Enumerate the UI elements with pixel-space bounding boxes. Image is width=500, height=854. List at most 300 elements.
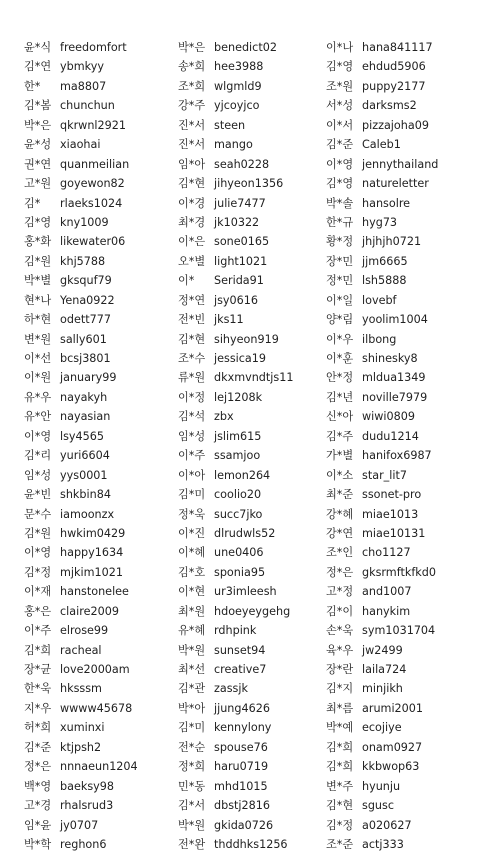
user-id: lemon264 [214,468,271,482]
user-id: bcsj3801 [60,352,111,365]
list-item [326,194,438,213]
list-item [326,524,438,543]
masked-name: 유*우 [24,390,52,404]
list-item [178,349,293,368]
user-id: love2000am [60,663,130,676]
user-id: lovebf [362,293,397,307]
masked-name: 김*영 [24,215,52,229]
user-id: wiwi0809 [362,410,415,424]
name-column-3 [326,38,438,854]
user-id: sone0165 [214,235,270,249]
list-item [178,116,293,135]
masked-name: 이*영 [24,429,52,443]
list-item [326,427,438,446]
list-item [326,641,438,660]
masked-name: 정*연 [178,293,206,307]
list-item [24,116,138,135]
list-item [178,505,293,524]
list-item [326,738,438,757]
user-id: sihyeon919 [214,332,279,346]
list-item [24,757,138,776]
list-item [178,621,293,640]
list-item [326,291,438,310]
masked-name: 김*정 [24,565,52,579]
user-id: freedomfort [60,41,127,54]
masked-name: 김*주 [326,429,354,443]
list-item [178,135,293,154]
list-item [326,582,438,601]
user-id: yoolim1004 [362,313,428,327]
masked-name: 윤*식 [24,41,52,54]
user-id: puppy2177 [362,79,426,93]
user-id: mhd1015 [214,779,268,793]
user-id: une0406 [214,546,264,560]
masked-name: 이*경 [178,196,206,210]
masked-name: 정*민 [326,274,354,288]
user-id: elrose99 [60,624,109,638]
list-item [326,116,438,135]
list-item [326,252,438,271]
user-id: spouse76 [214,740,268,754]
user-id: hee3988 [214,60,264,74]
user-id: odett777 [60,313,111,327]
list-item [24,446,138,465]
masked-name: 김*준 [24,740,52,754]
list-item [24,232,138,251]
list-item [24,485,138,504]
user-id: january99 [60,371,117,385]
list-item [178,77,293,96]
masked-name: 김*현 [326,799,354,813]
masked-name: 박*원 [178,643,206,657]
masked-name: 김*리 [24,449,52,463]
masked-name: 박*은 [24,118,52,132]
list-item [326,505,438,524]
masked-name: 현*나 [24,293,52,307]
list-item [24,563,138,582]
user-id: a020627 [362,818,412,832]
list-item [326,699,438,718]
list-item [178,310,293,329]
masked-name: 유*혜 [178,624,206,638]
user-id: lej1208k [214,390,263,404]
list-item [24,582,138,601]
user-id: reghon6 [60,837,107,851]
masked-name: 박*솔 [326,196,354,210]
list-item [24,291,138,310]
list-item [24,310,138,329]
masked-name: 류*원 [178,371,206,385]
masked-name: 육*우 [326,643,354,657]
list-item [326,330,438,349]
masked-name: 이*영 [24,546,52,560]
list-item [178,407,293,426]
list-item [178,777,293,796]
masked-name: 김*석 [178,410,206,424]
masked-name: 홍*화 [24,235,52,249]
user-id: iamoonzx [60,507,115,521]
masked-name: 이*원 [24,371,52,385]
list-item [178,291,293,310]
masked-name: 최*선 [178,663,206,676]
masked-name: 이*일 [326,293,354,307]
masked-name: 임*성 [24,468,52,482]
list-item [326,602,438,621]
user-id: qkrwnl2921 [60,118,126,132]
masked-name: 김*년 [326,390,354,404]
user-id: ilbong [362,332,397,346]
masked-name: 김*원 [24,526,52,540]
list-item [178,194,293,213]
user-id: succ7jko [214,507,263,521]
list-item [178,660,293,679]
user-id: coolio20 [214,488,262,502]
masked-name: 김*봄 [24,99,52,113]
masked-name: 장*민 [326,254,354,268]
masked-name: 전*빈 [178,313,206,327]
list-item [24,796,138,815]
user-id: hanstonelee [60,585,129,599]
list-item [326,796,438,815]
masked-name: 김*호 [178,565,206,579]
masked-name: 신*아 [326,410,354,424]
user-id: natureletter [362,177,429,191]
masked-name: 변*원 [24,332,52,346]
list-item [178,582,293,601]
masked-name: 손*욱 [326,624,354,638]
list-item [178,368,293,387]
list-item [326,57,438,76]
user-id: shinesky8 [362,352,418,365]
list-item [24,699,138,718]
user-id: baeksy98 [60,779,115,793]
user-id: yjcoyjco [214,99,260,113]
user-id: steen [214,118,246,132]
user-id: hwkim0429 [60,526,126,540]
list-item [178,738,293,757]
masked-name: 고*원 [24,177,52,191]
masked-name: 조*원 [326,79,354,93]
user-id: sunset94 [214,643,266,657]
masked-name: 최*경 [178,215,206,229]
masked-name: 한*규 [326,215,354,229]
user-id: jhjhjh0721 [362,235,422,249]
masked-name: 이*현 [178,585,206,599]
list-item [24,407,138,426]
list-item [326,271,438,290]
user-id: lsy4565 [60,429,105,443]
masked-name: 양*림 [326,313,354,327]
user-id: zbx [214,410,234,424]
user-id: dudu1214 [362,429,419,443]
masked-name: 윤*성 [24,138,52,152]
list-item [24,777,138,796]
masked-name: 전*순 [178,740,206,754]
masked-name: 이*재 [24,585,52,599]
masked-name: 조*수 [178,352,206,365]
masked-name: 박*원 [178,818,206,832]
user-id: Yena0922 [60,293,115,307]
user-id: racheal [60,643,102,657]
list-item [326,310,438,329]
list-item [24,524,138,543]
user-id: Caleb1 [362,138,401,152]
list-item [326,388,438,407]
masked-name: 정*욱 [178,507,206,521]
user-id: dbstj2816 [214,799,270,813]
list-item [326,563,438,582]
list-item [178,38,293,57]
list-item [326,135,438,154]
list-item [178,816,293,835]
list-item [178,155,293,174]
masked-name: 장*란 [326,663,354,676]
masked-name: 고*정 [326,585,354,599]
masked-name: 박*은 [178,41,206,54]
list-item [24,155,138,174]
masked-name: 김*미 [178,488,206,502]
user-id: hansolre [362,196,411,210]
user-id: gkida0726 [214,818,274,832]
list-item [178,96,293,115]
user-id: jennythailand [362,157,439,171]
masked-name: 이*주 [178,449,206,463]
masked-name: 김*원 [24,254,52,268]
masked-name: 전*완 [178,837,206,851]
masked-name: 이*진 [178,526,206,540]
masked-name: 이*아 [178,468,206,482]
list-item [178,757,293,776]
list-item [326,660,438,679]
user-id: yuri6604 [60,449,110,463]
masked-name: 김*준 [326,138,354,152]
list-item [326,816,438,835]
user-id: nayasian [60,410,111,424]
masked-name: 오*별 [178,254,206,268]
user-id: goyewon82 [60,177,125,191]
masked-name: 안*정 [326,371,354,385]
masked-name: 윤*빈 [24,488,52,502]
list-item [326,232,438,251]
list-item [24,427,138,446]
user-id: hanykim [362,604,411,618]
user-id: sally601 [60,332,107,346]
user-id: rhalsrud3 [60,799,114,813]
list-item [326,77,438,96]
masked-name: 김*현 [178,177,206,191]
user-id: zassjk [214,682,248,696]
user-id: cho1127 [362,546,411,560]
masked-name: 임*성 [178,429,206,443]
masked-name: 이*소 [326,468,354,482]
user-id: benedict02 [214,41,277,54]
masked-name: 정*은 [326,565,354,579]
list-item [24,330,138,349]
list-item [24,77,138,96]
user-id: kkbwop63 [362,760,420,774]
user-id: happy1634 [60,546,124,560]
list-item [24,835,138,854]
list-item [24,57,138,76]
list-item [178,524,293,543]
user-id: chunchun [60,99,115,113]
masked-name: 박*아 [178,701,206,715]
user-id: rlaeks1024 [60,196,123,210]
masked-name: 가*별 [326,449,354,463]
user-id: onam0927 [362,740,423,754]
user-id: khj5788 [60,254,106,268]
masked-name: 진*서 [178,118,206,132]
user-id: hksssm [60,682,102,696]
list-item [326,38,438,57]
masked-name: 김* [24,196,41,210]
masked-name: 김*영 [326,60,354,74]
user-id: dkxmvndtjs11 [214,371,294,385]
user-id: jihyeon1356 [214,177,284,191]
user-id: hana841117 [362,41,433,54]
list-item [178,718,293,737]
masked-name: 이*우 [326,332,354,346]
masked-name: 백*영 [24,779,52,793]
list-item [326,466,438,485]
list-item [178,446,293,465]
masked-name: 문*수 [24,507,52,521]
name-column-1 [24,38,138,854]
user-id: jks11 [214,313,244,327]
list-item [326,407,438,426]
list-item [24,194,138,213]
user-id: hyg73 [362,215,398,229]
list-item [24,213,138,232]
masked-name: 이*영 [326,157,354,171]
list-item [326,174,438,193]
user-id: jsy0616 [214,293,259,307]
user-id: kny1009 [60,215,109,229]
list-item [326,777,438,796]
user-id: hdoeyeygehg [214,604,291,618]
masked-name: 김*희 [326,760,354,774]
user-id: haru0719 [214,760,269,774]
user-id: xuminxi [60,721,105,735]
list-item [178,796,293,815]
user-id: Serida91 [214,274,264,288]
masked-name: 유*안 [24,410,52,424]
user-id: pizzajoha09 [362,118,429,132]
list-item [24,252,138,271]
user-id: wlgmld9 [214,79,262,93]
masked-name: 이*서 [326,118,354,132]
masked-name: 김*연 [24,60,52,74]
masked-name: 박*학 [24,837,52,851]
user-id: hanifox6987 [362,449,432,463]
user-id: sgusc [362,799,395,813]
user-id: thddhks1256 [214,837,288,851]
masked-name: 김*관 [178,682,206,696]
masked-name: 박*예 [326,721,354,735]
user-id: jw2499 [362,643,403,657]
user-id: julie7477 [214,196,266,210]
user-id: rdhpink [214,624,257,638]
user-id: minjikh [362,682,403,696]
masked-name: 이*선 [24,352,52,365]
masked-name: 강*혜 [326,507,354,521]
user-id: ybmkyy [60,60,104,74]
list-item [178,466,293,485]
masked-name: 강*연 [326,526,354,540]
list-item [24,96,138,115]
masked-name: 김*정 [326,818,354,832]
user-id: actj333 [362,837,404,851]
masked-name: 서*성 [326,99,354,113]
user-id: gksquf79 [60,274,112,288]
user-id: likewater06 [60,235,126,249]
user-id: jessica19 [214,352,266,365]
user-id: jjm6665 [362,254,408,268]
user-id: miae1013 [362,507,419,521]
list-item [24,505,138,524]
masked-name: 지*우 [24,701,52,715]
masked-name: 이*주 [24,624,52,638]
list-item [178,699,293,718]
user-id: wwww45678 [60,701,133,715]
masked-name: 최*원 [178,604,206,618]
name-column-2 [178,38,293,854]
masked-name: 민*동 [178,779,206,793]
masked-name: 최*준 [326,488,354,502]
list-item [178,213,293,232]
masked-name: 강*주 [178,99,206,113]
user-id: ktjpsh2 [60,740,102,754]
list-item [178,174,293,193]
list-item [326,155,438,174]
list-item [24,718,138,737]
masked-name: 조*준 [326,837,354,851]
list-item [24,543,138,562]
masked-name: 홍*은 [24,604,52,618]
masked-name: 이*혜 [178,546,206,560]
masked-name: 황*정 [326,235,354,249]
user-id: and1007 [362,585,412,599]
list-item [24,368,138,387]
list-item [24,271,138,290]
list-item [178,679,293,698]
masked-name: 허*희 [24,721,52,735]
masked-name: 정*희 [178,760,206,774]
masked-name: 임*윤 [24,818,52,832]
user-id: xiaohai [60,138,101,152]
user-id: mldua1349 [362,371,426,385]
user-id: gksrmftkfkd0 [362,565,436,579]
user-id: nnnaeun1204 [60,760,138,774]
list-item [178,57,293,76]
masked-name: 김*현 [178,332,206,346]
user-id: jslim615 [214,429,262,443]
list-item [326,621,438,640]
user-id: jy0707 [60,818,99,832]
list-item [178,252,293,271]
list-item [24,38,138,57]
list-item [178,330,293,349]
list-item [24,660,138,679]
user-id: ssamjoo [214,449,261,463]
masked-name: 하*현 [24,313,52,327]
list-item [326,679,438,698]
list-item [178,485,293,504]
list-item [178,543,293,562]
masked-name: 진*서 [178,138,206,152]
user-id: yys0001 [60,468,108,482]
list-item [326,835,438,854]
